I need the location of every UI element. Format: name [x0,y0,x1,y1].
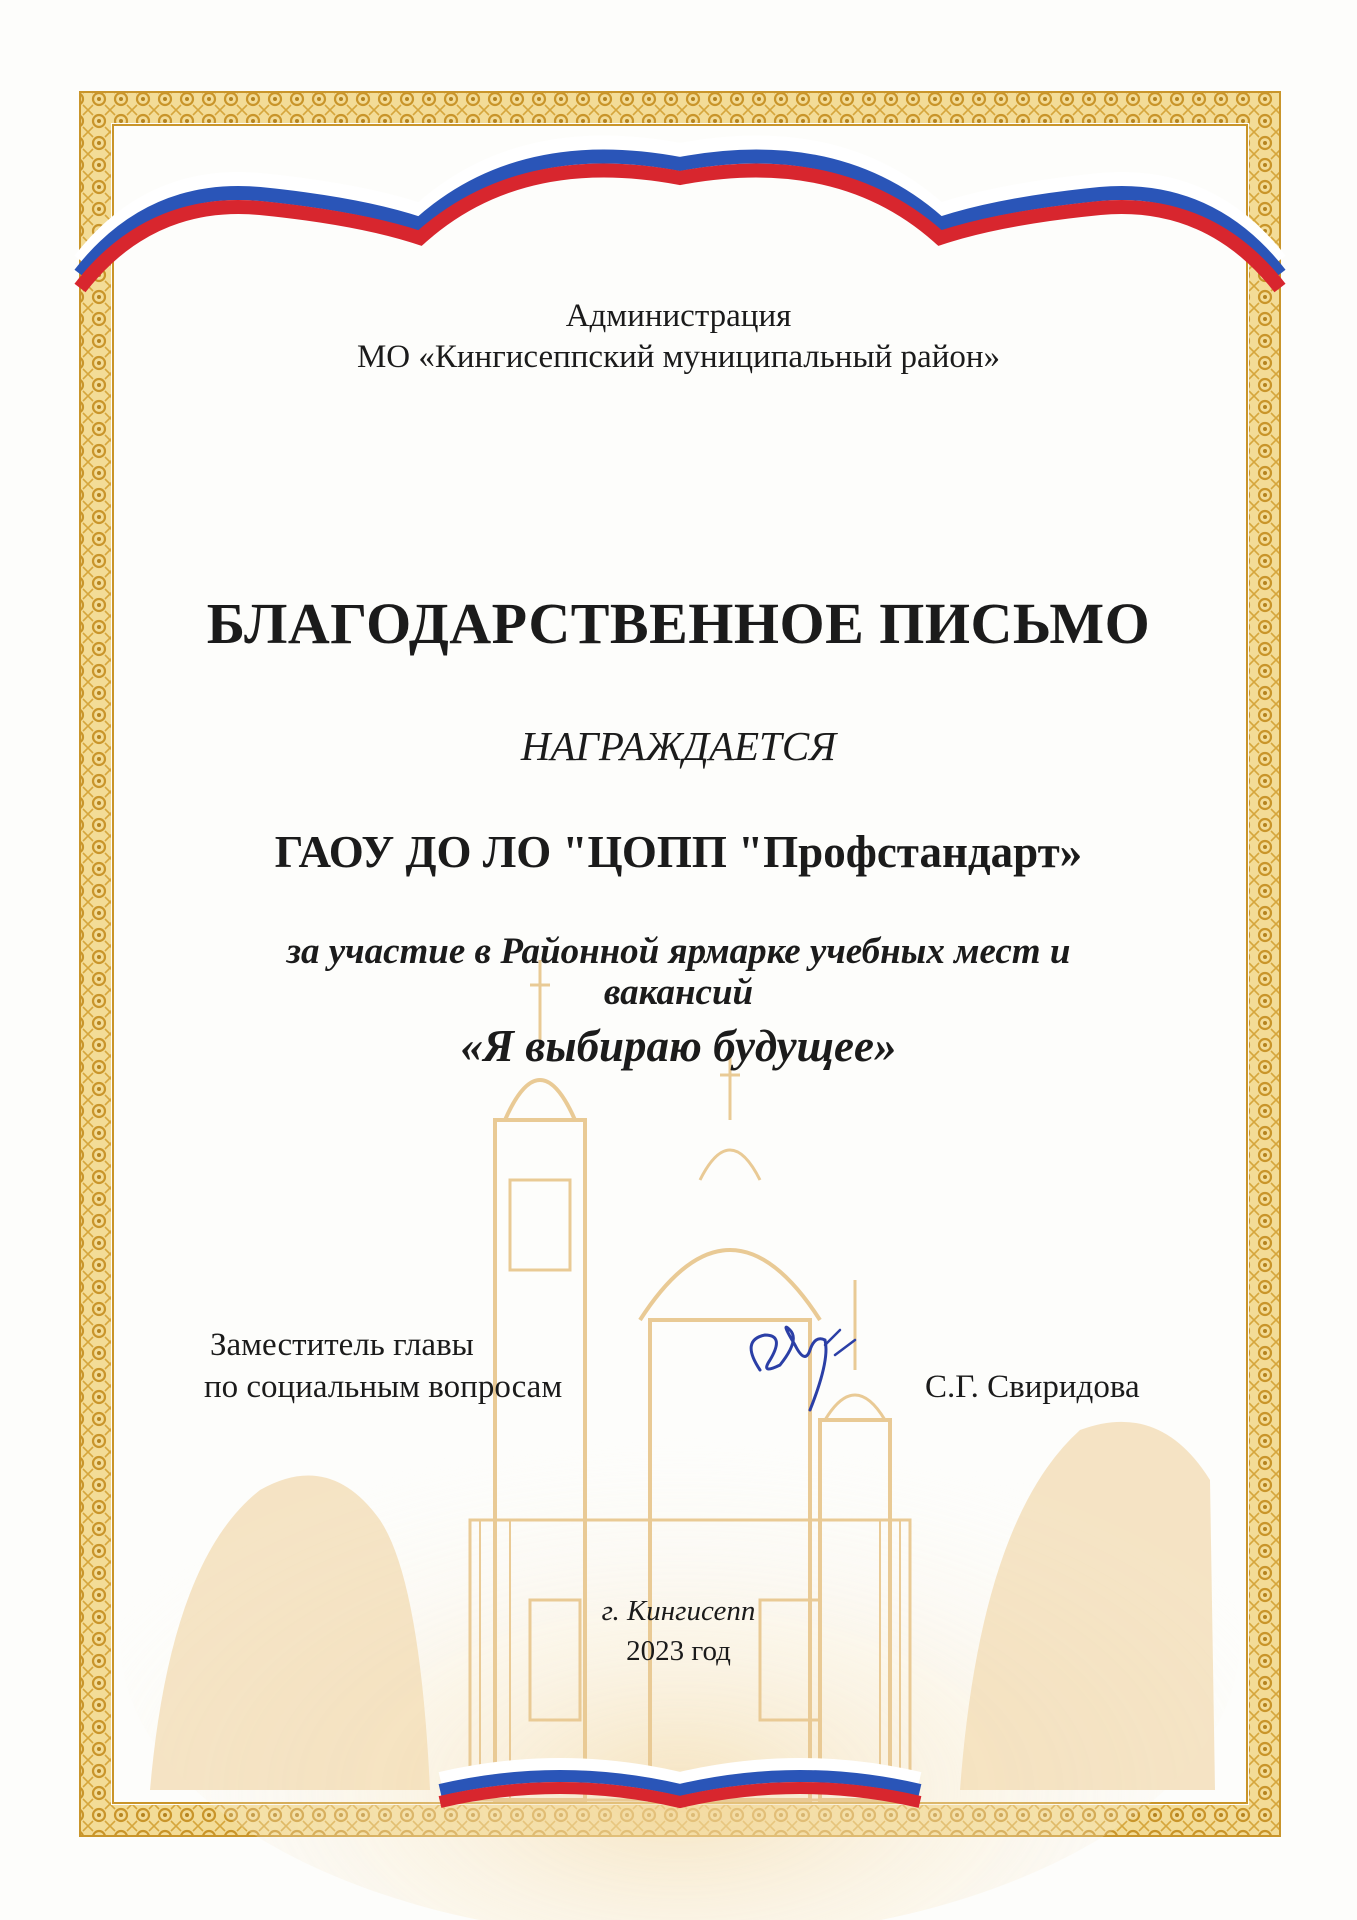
signer-name: С.Г. Свиридова [925,1369,1140,1405]
event-name: «Я выбираю будущее» [460,1021,897,1071]
top-flag-ribbon [80,143,1280,289]
issuer-line1: Администрация [565,298,792,334]
place: г. Кингисепп [601,1595,756,1627]
awarded-label: НАГРАЖДАЕТСЯ [520,723,837,769]
reason-line2: вакансий [603,972,754,1013]
recipient-name: ГАОУ ДО ЛО "ЦОПП "Профстандарт» [274,827,1083,877]
document-title: БЛАГОДАРСТВЕННОЕ ПИСЬМО [206,591,1151,656]
signer-role-line2: по социальным вопросам [204,1369,563,1405]
signer-role-line1: Заместитель главы [210,1327,474,1363]
handwritten-signature [730,1300,870,1420]
reason-line1: за участие в Районной ярмарке учебных мест и [286,931,1071,972]
year: 2023 год [626,1635,731,1667]
issuer-line2: МО «Кингисеппский муниципальный район» [356,339,1001,375]
